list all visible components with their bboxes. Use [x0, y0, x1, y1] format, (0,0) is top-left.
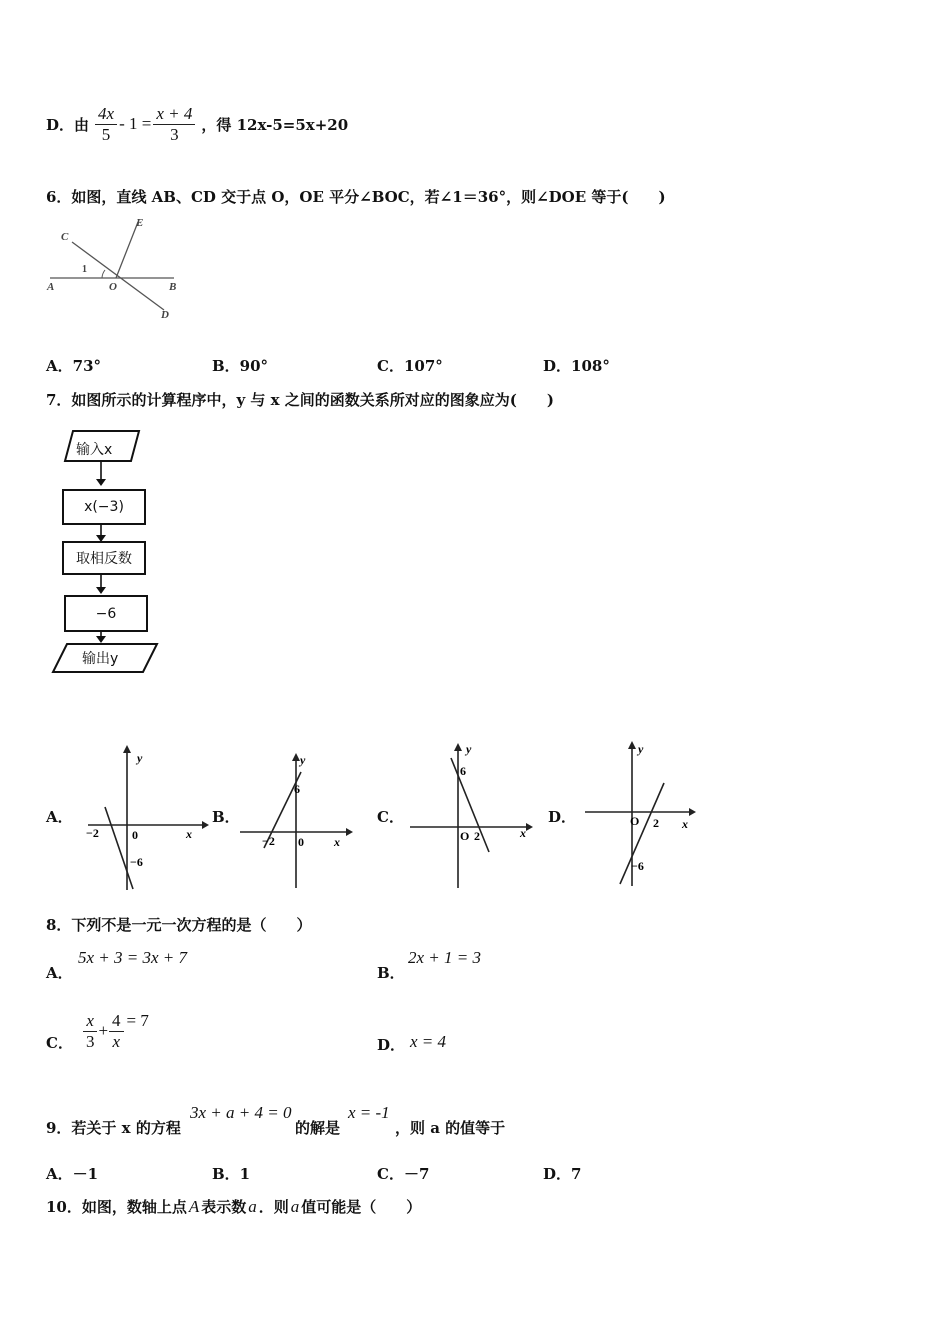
graph-a	[84, 742, 209, 892]
q9-option-d: D．7	[543, 1165, 582, 1183]
q8-c-plus: +	[98, 1021, 109, 1040]
q10-post: 值可能是（ ）	[301, 1198, 422, 1216]
flow-arrowhead-4	[96, 636, 106, 643]
q7-label-a: A．	[46, 808, 73, 826]
graph-d-origin: O	[630, 814, 640, 828]
flow-step-multiply: x(−3)	[62, 489, 146, 525]
q9-option-b: B．1	[212, 1165, 251, 1183]
ray-oe	[116, 222, 138, 278]
q8-c-tail: = 7	[126, 1011, 149, 1030]
line-cd	[72, 242, 164, 310]
q8-c-num2: 4	[109, 1011, 124, 1032]
flow-output-text: 输出y	[82, 651, 119, 667]
q6-option-c: C．107°	[377, 357, 443, 375]
q7-label-c: C．	[377, 808, 404, 826]
q6-option-b: B．90°	[212, 357, 269, 375]
graph-b-x-label: x	[334, 835, 340, 849]
label-o: O	[109, 281, 117, 293]
q5-d-label: D．由	[46, 115, 90, 134]
flow-step-negate: 取相反数	[62, 541, 146, 575]
q8-option-b-eq: 2x + 1 = 3	[408, 948, 481, 967]
graph-d-x-arrow	[689, 808, 696, 816]
q8-question: 8．下列不是一元一次方程的是（ ）	[46, 916, 312, 934]
q5-lhs-den: 5	[101, 124, 111, 144]
label-1: 1	[82, 264, 87, 275]
q10-var-a2: a	[290, 1197, 300, 1216]
graph-a-x-arrow	[202, 821, 209, 829]
q9-option-c: C．－7	[377, 1165, 430, 1183]
q5-option-d	[46, 98, 348, 150]
graph-c-x-intercept: 2	[474, 829, 480, 843]
q6-option-a: A．73°	[46, 357, 102, 375]
graph-a-x-intercept: −2	[86, 826, 99, 840]
graph-a-y-intercept: −6	[130, 855, 143, 869]
graph-b-y-intercept: 6	[294, 782, 300, 796]
q9-equation: 3x + a + 4 = 0	[190, 1103, 292, 1122]
graph-c-y-label: y	[466, 742, 472, 756]
q7-label-d: D．	[548, 808, 577, 826]
graph-b-y-label: y	[300, 753, 306, 767]
graph-b	[238, 750, 358, 890]
graph-d-y-arrow	[628, 741, 636, 749]
q9-pre: 9．若关于 x 的方程	[46, 1119, 181, 1137]
q7-label-b: B．	[212, 808, 240, 826]
graph-a-x-label: x	[186, 827, 192, 841]
graph-c-y-arrow	[454, 743, 462, 751]
q8-option-d-eq: x = 4	[410, 1032, 447, 1051]
q8-option-b-label: B．	[377, 964, 405, 982]
label-e: E	[136, 217, 144, 229]
angle-1-arc	[102, 270, 105, 278]
graph-c	[408, 740, 538, 890]
graph-c-y-intercept: 6	[460, 764, 466, 778]
q10-point-a: A	[188, 1197, 200, 1216]
q5-lhs-num: 4x	[95, 104, 117, 125]
q5-result: ，得 12x-5=5x+20	[201, 115, 349, 134]
q8-option-c-label: C．	[46, 1033, 73, 1052]
q9-option-a: A．－1	[46, 1165, 99, 1183]
graph-d-y-intercept: −6	[631, 859, 644, 873]
q8-option-a-label: A．	[46, 964, 73, 982]
q8-c-num1: x	[83, 1011, 98, 1032]
q8-option-a-eq: 5x + 3 = 3x + 7	[78, 948, 188, 967]
q10-pre: 10．如图，数轴上点	[46, 1198, 187, 1216]
flow-arrowhead-3	[96, 587, 106, 594]
graph-b-x-arrow	[346, 828, 353, 836]
q8-c-den2: x	[112, 1031, 121, 1051]
q5-rhs-fraction	[153, 104, 195, 145]
flow-arrowhead-1	[96, 479, 106, 486]
graph-c-x-arrow	[526, 823, 533, 831]
graph-a-y-label: y	[137, 751, 143, 765]
q9-mid: 的解是	[295, 1119, 341, 1137]
graph-a-line	[105, 807, 133, 889]
q8-option-d-label: D．	[377, 1036, 406, 1054]
flow-input-text: 输入x	[76, 442, 113, 458]
graph-b-origin: 0	[298, 835, 304, 849]
graph-a-origin: 0	[132, 828, 138, 842]
label-c: C	[61, 231, 69, 243]
graph-a-y-arrow	[123, 745, 131, 753]
q8-c-den1: 3	[85, 1031, 95, 1051]
q10-var-a1: a	[248, 1197, 257, 1216]
q5-minus-one: - 1 =	[119, 114, 152, 133]
q6-question: 6．如图，直线 AB、CD 交于点 O，OE 平分∠BOC，若∠1＝36°，则∠DOE 等于( )	[46, 188, 666, 206]
graph-c-line	[451, 758, 489, 852]
q8-c-frac1	[83, 1011, 98, 1052]
q9-post: ，则 a 的值等于	[395, 1119, 506, 1137]
q8-c-frac2	[109, 1011, 124, 1052]
graph-d-x-intercept: 2	[653, 816, 659, 830]
label-d: D	[161, 309, 169, 321]
q6-figure	[40, 210, 190, 325]
label-a: A	[47, 281, 55, 293]
label-b: B	[169, 281, 177, 293]
flow-step-minus6: −6	[64, 595, 148, 632]
q8-option-c	[46, 1006, 149, 1056]
graph-b-y-arrow	[292, 753, 300, 761]
q10-mid2: ．则	[258, 1198, 289, 1216]
graph-b-x-intercept: −2	[262, 834, 275, 848]
q10-question	[46, 1196, 421, 1217]
q6-option-d: D．108°	[543, 357, 610, 375]
graph-c-x-label: x	[520, 826, 526, 840]
graph-d-y-label: y	[638, 742, 644, 756]
graph-c-origin: O	[460, 829, 470, 843]
graph-d	[583, 738, 703, 888]
q5-rhs-num: x + 4	[153, 104, 195, 125]
graph-d-x-label: x	[682, 817, 688, 831]
q10-mid: 表示数	[201, 1198, 247, 1216]
q7-question: 7．如图所示的计算程序中，y 与 x 之间的函数关系所对应的图象应为( )	[46, 391, 554, 409]
q5-rhs-den: 3	[170, 124, 179, 144]
q5-lhs-fraction	[95, 104, 117, 145]
q9-solution: x = -1	[348, 1103, 390, 1122]
